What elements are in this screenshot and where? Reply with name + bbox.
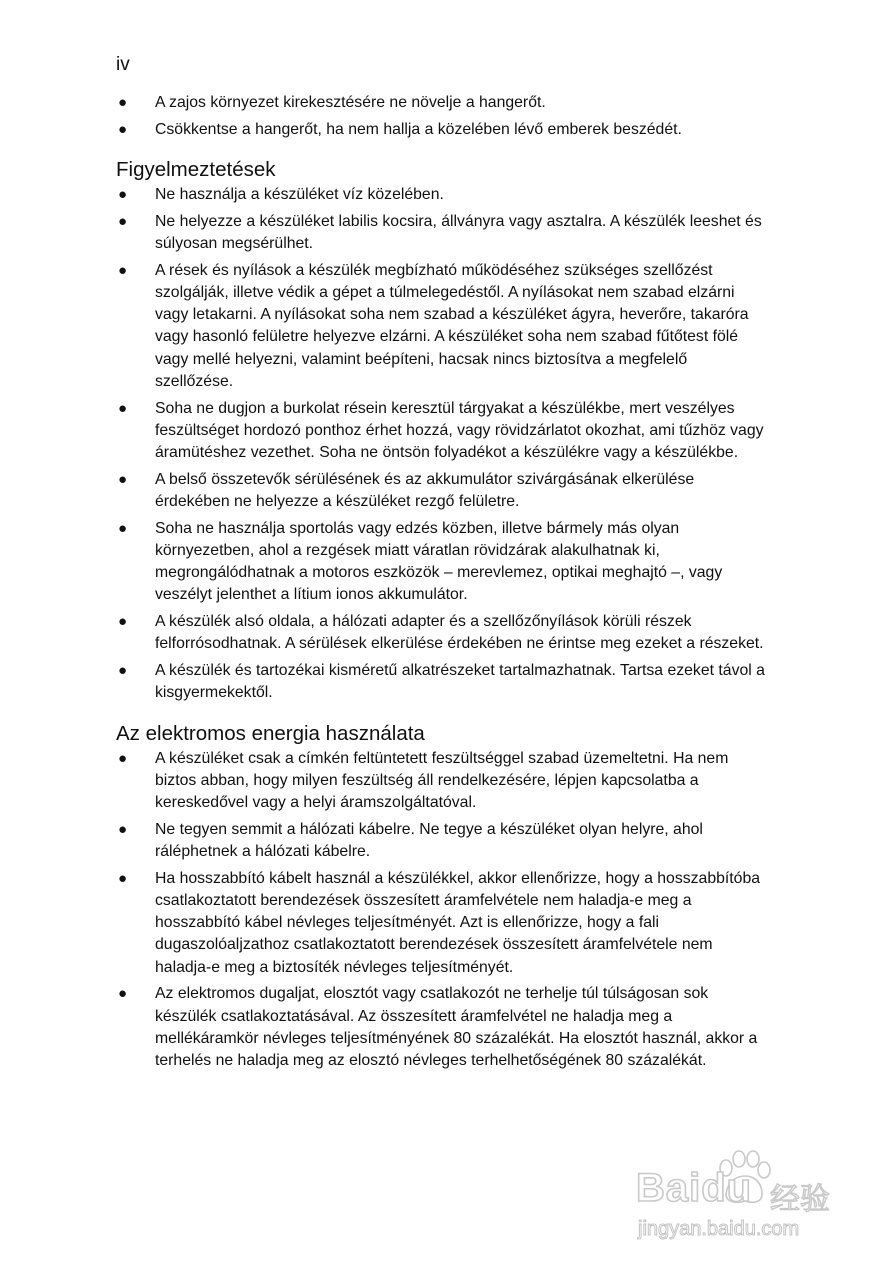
list-item-text: Ne tegyen semmit a hálózati kábelre. Ne tegye a készüléket olyan helyre, ahol ráléphetnek a hálózati kábelre. [155, 820, 703, 861]
bullet-icon: ● [118, 94, 128, 111]
list-item [116, 660, 766, 704]
baidu-watermark [636, 1148, 846, 1248]
list-item [116, 868, 766, 979]
list-item [116, 748, 766, 815]
list-item-text: Ne helyezze a készüléket labilis kocsira, állványra vagy asztalra. A készülék leeshet és súlyosan megsérülhet. [155, 212, 762, 252]
section-heading-warnings: Figyelmeztetések [116, 158, 276, 181]
list-item-text: A készülék és tartozékai kisméretű alkatrészeket tartalmazhatnak. Tartsa ezeket távol a kisgyermekektől. [155, 662, 765, 702]
list-item-text: Soha ne használja sportolás vagy edzés közben, illetve bármely más olyan környezetben, ahol a rezgések miatt váratlan rövidzárak alakulhatnak ki, megrongálódhatnak a motoros eszközök – merevlemez, optikai meghajtó –, vagy veszélyt jelenthet a lítium ionos akkumulátor. [155, 519, 723, 604]
list-item-text: A belső összetevők sérülésének és az akkumulátor szivárgásának elkerülése érdekében ne helyezze a készüléket rezgő felületre. [155, 470, 695, 511]
list-item [116, 119, 766, 141]
bullet-icon: ● [118, 212, 128, 230]
document-body [116, 92, 766, 1077]
page-number: iv [116, 54, 130, 75]
list-item-text: Ha hosszabbító kábelt használ a készülékkel, akkor ellenőrizze, hogy a hosszabbítóba csatlakoztatott berendezések összesített áramfelvétele nem haladja-e meg a hosszabbító kábel névleges teljesítményét. Azt is ellenőrizze, hogy a fali dugaszolóaljzathoz csatlakoztatott berendezések összesített áramfelvétele nem haladja-e meg a biztosíték névleges teljesítményét. [155, 869, 761, 976]
list-item [116, 211, 766, 255]
list-item-text: Az elektromos dugaljat, elosztót vagy csatlakozót ne terhelje túl túlságosan sok készülék csatlakoztatásával. Az összesített áramfelvétel ne haladja meg a mellékáramkör névleges teljesítményének 80 százalékát. Ha elosztót használ, akkor a terhelés ne haladja meg az elosztó névleges terhelhetőségének 80 százalékát. [155, 985, 758, 1070]
list-item-text: Ne használja a készüléket víz közelében. [155, 186, 444, 203]
list-item [116, 260, 766, 393]
bullet-icon: ● [118, 186, 128, 203]
list-item-text: A zajos környezet kirekesztésére ne növelje a hangerőt. [155, 94, 546, 111]
list-item [116, 92, 766, 114]
bullet-icon: ● [118, 470, 128, 488]
bullet-icon: ● [118, 869, 128, 887]
electric-list [116, 748, 766, 1073]
list-item [116, 819, 766, 863]
bullet-icon: ● [118, 399, 128, 417]
watermark-logo: Baidu [636, 1166, 753, 1210]
list-item [116, 469, 766, 513]
bullet-icon: ● [118, 613, 128, 631]
section-heading-electric: Az elektromos energia használata [116, 721, 425, 745]
list-item [116, 518, 766, 607]
intro-list [116, 92, 766, 141]
warnings-list [116, 184, 766, 705]
bullet-icon: ● [118, 749, 128, 767]
bullet-icon: ● [118, 120, 128, 138]
list-item-text: A rések és nyílások a készülék megbízható működéséhez szükséges szellőzést szolgálják, illetve védik a gépet a túlmelegedéstől. A nyílásokat nem szabad elzárni vagy letakarni. A nyílásokat soha nem szabad a készüléket ágyra, heverőre, takaróra vagy hasonló felületre helyezve elzárni. A készüléket soha nem szabad fűtőtest fölé vagy mellé helyezni, valamint beépíteni, hacsak nincs biztosítva a megfelelő szellőzése. [155, 261, 749, 390]
list-item-text: Csökkentse a hangerőt, ha nem hallja a közelében lévő emberek beszédét. [155, 120, 682, 138]
list-item [116, 184, 766, 206]
bullet-icon: ● [118, 662, 128, 680]
list-item-text: A készülék alsó oldala, a hálózati adapter és a szellőzőnyílások körüli részek felforrósodhatnak. A sérülések elkerülése érdekében ne érintse meg ezeket a részeket. [155, 613, 764, 653]
bullet-icon: ● [118, 519, 128, 537]
bullet-icon: ● [118, 261, 128, 279]
watermark-chinese: 经验 [770, 1183, 830, 1216]
bullet-icon: ● [118, 820, 128, 838]
list-item-text: A készüléket csak a címkén feltüntetett feszültséggel szabad üzemeltetni. Ha nem biztos abban, hogy milyen feszültség áll rendelkezésére, lépjen kapcsolatba a kereskedővel vagy a helyi áramszolgáltatóval. [155, 749, 729, 812]
list-item [116, 611, 766, 655]
list-item-text: Soha ne dugjon a burkolat résein keresztül tárgyakat a készülékbe, mert veszélyes feszültséget hordozó ponthoz érhet hozzá, vagy rövidzárlatot okozhat, ami tűzhöz vagy áramütéshez vezethet. Soha ne öntsön folyadékot a készülékre vagy a készülékbe. [155, 399, 764, 462]
bullet-icon: ● [118, 985, 128, 1003]
watermark-url: jingyan.baidu.com [638, 1218, 800, 1240]
list-item [116, 398, 766, 465]
list-item [116, 983, 766, 1072]
